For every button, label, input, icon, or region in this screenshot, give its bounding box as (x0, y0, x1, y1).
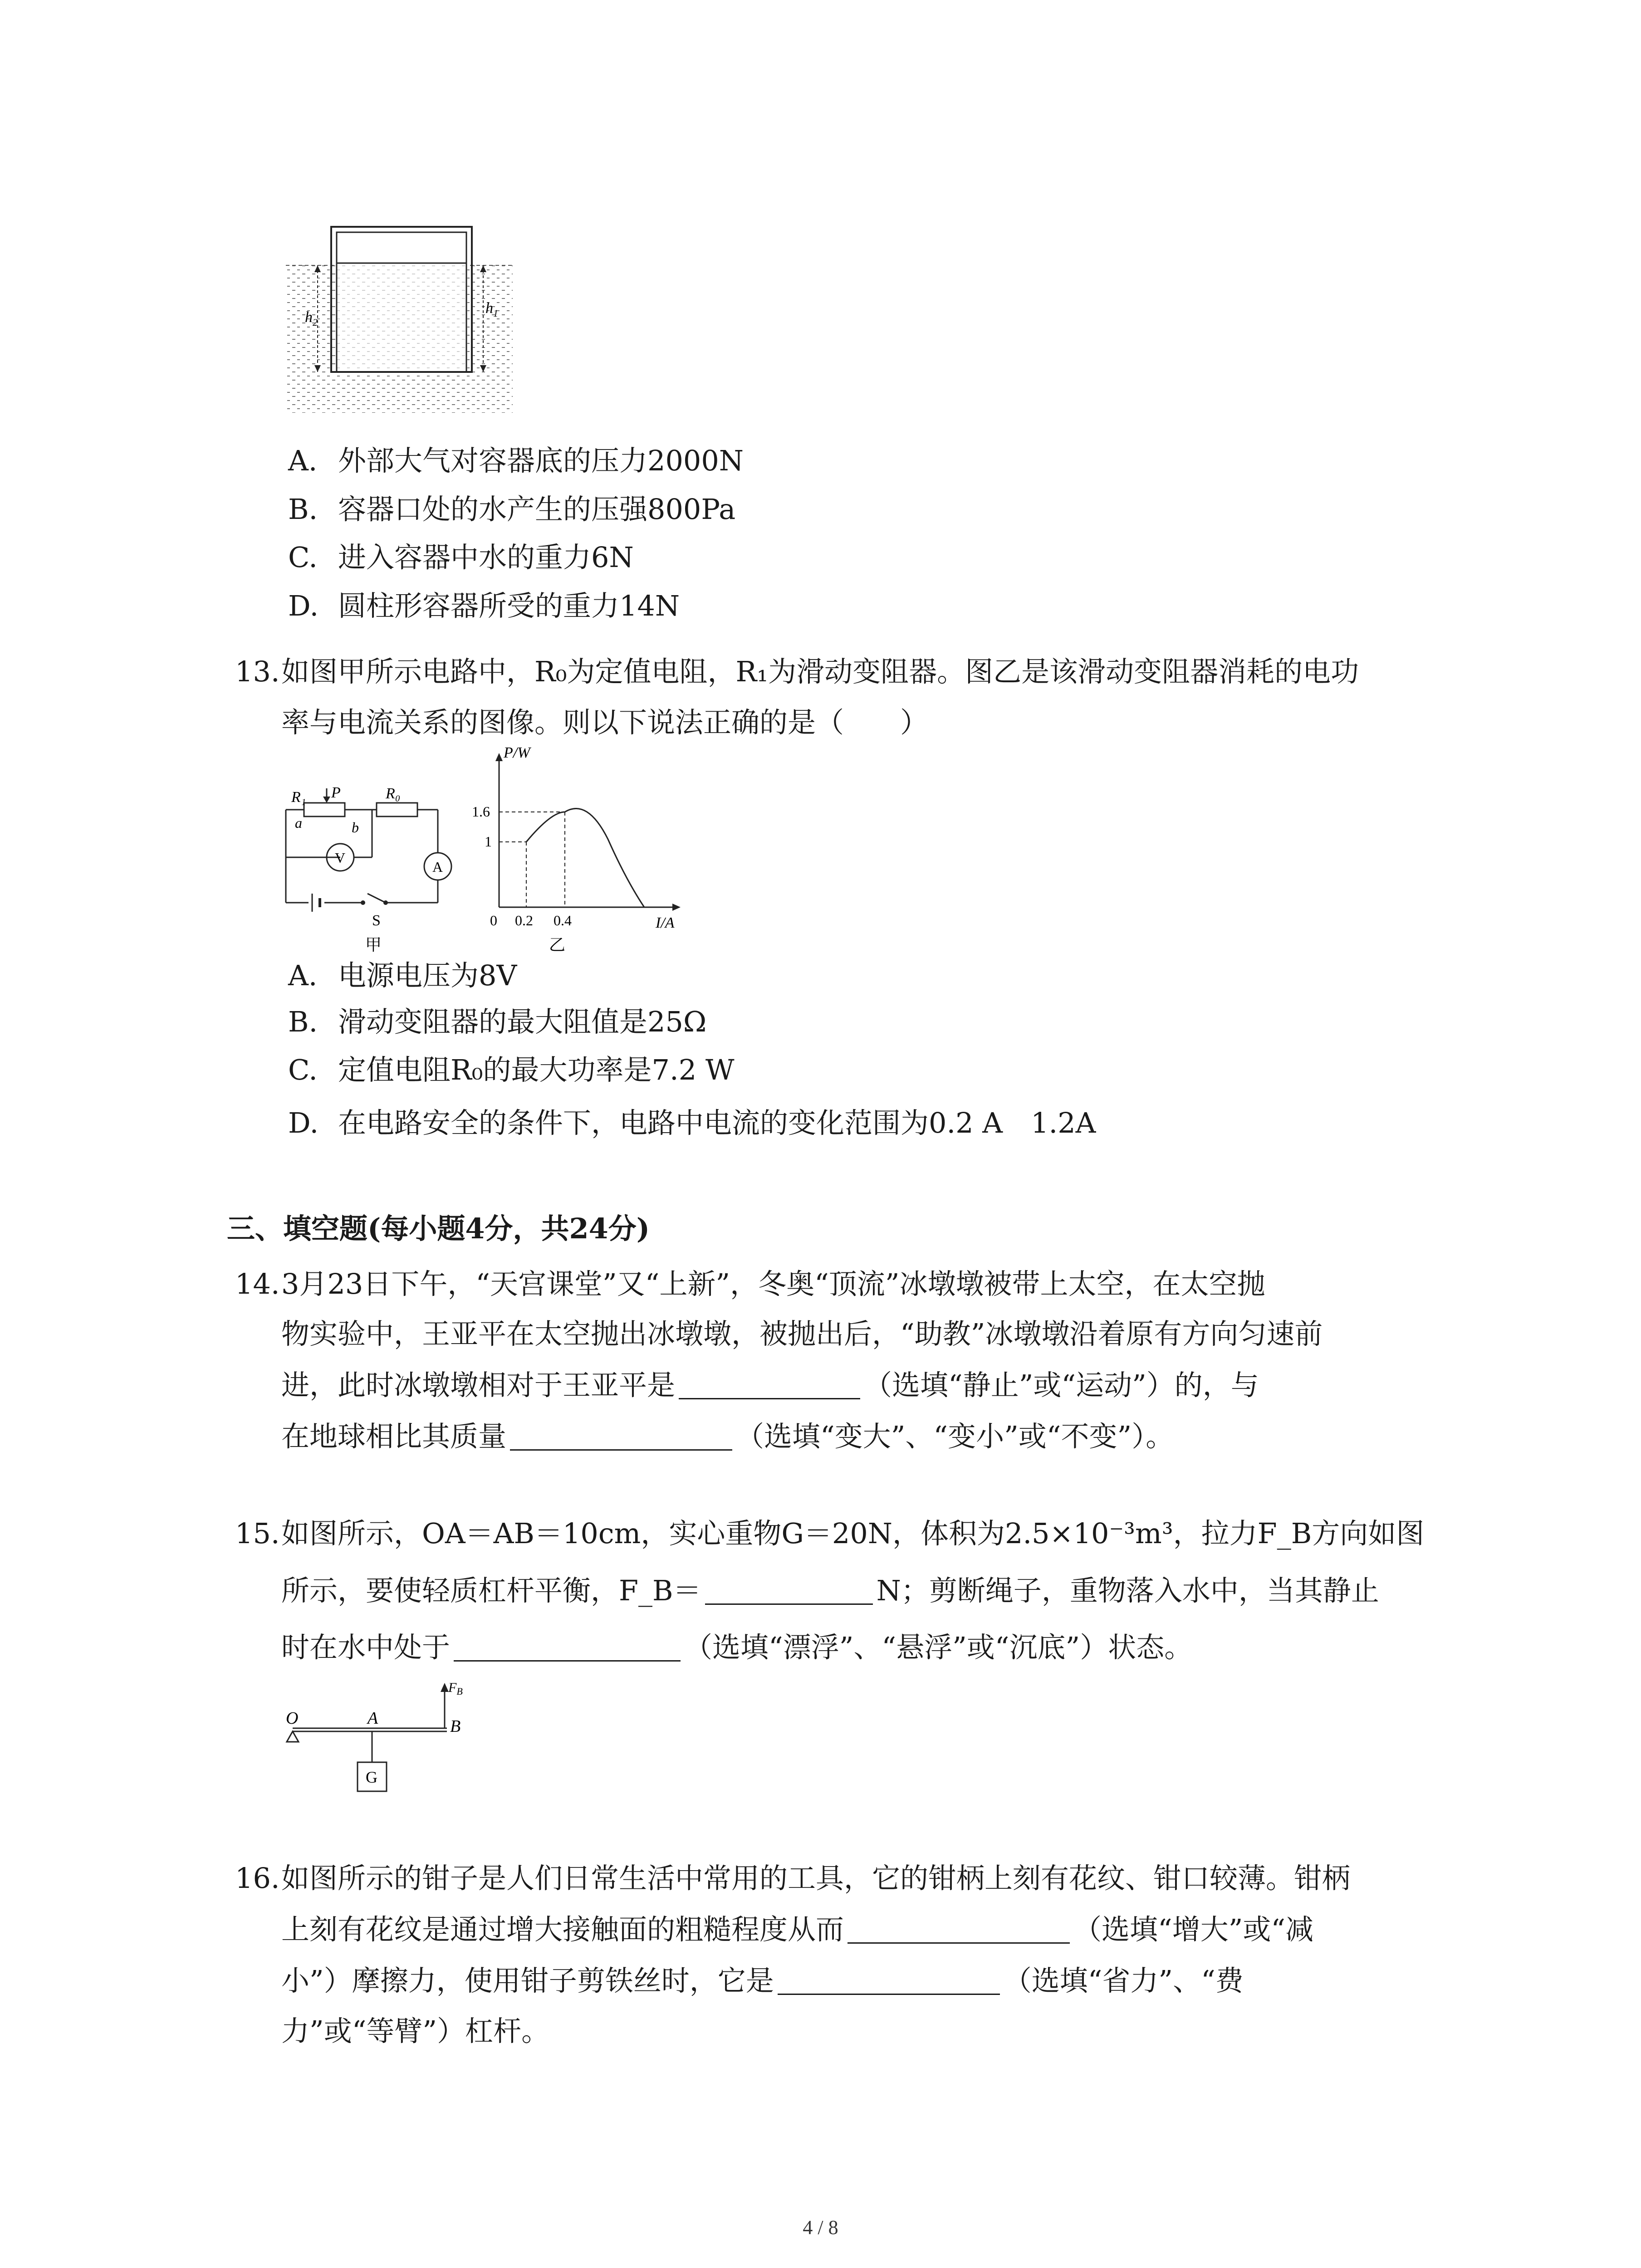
r1-label: R₁ (291, 789, 306, 806)
q13-option-d: D. 在电路安全的条件下，电路中电流的变化范围为0.2 A 1.2A (288, 1106, 1096, 1139)
circuit-diagram (281, 785, 472, 953)
q13-line2: 率与电流关系的图像。则以下说法正确的是（ ） (281, 706, 929, 739)
b-label: b (352, 819, 359, 836)
q14-line3: 进，此时冰墩墩相对于王亚平是 （选填“静止”或“运动”）的，与 (281, 1369, 1259, 1402)
weight-g-label: G (366, 1768, 377, 1786)
voltmeter-label: V (335, 850, 346, 866)
a-label: a (295, 815, 302, 831)
graph-tick-1.6: 1.6 (472, 803, 490, 820)
graph-tick-0.4: 0.4 (554, 912, 572, 929)
h2-label: $h_2$ (305, 309, 318, 328)
graph-tick-0: 0 (490, 912, 497, 929)
q15-blank-1[interactable] (705, 1576, 873, 1605)
h1-label: $h_1$ (485, 300, 498, 319)
q12-option-d: D. 圆柱形容器所受的重力14N (288, 589, 680, 622)
section-title: 三、填空题(每小题4分，共24分) (227, 1212, 650, 1245)
q15-line2: 所示，要使轻质杠杆平衡，F_B＝ N；剪断绳子，重物落入水中，当其静止 (281, 1574, 1379, 1607)
container-figure (281, 222, 517, 417)
lever-o-label: O (286, 1709, 299, 1728)
q16-blank-1[interactable] (847, 1915, 1070, 1944)
ammeter-label: A (432, 859, 443, 875)
r0-label: R₀ (386, 785, 401, 802)
power-current-graph (472, 744, 690, 953)
switch-label: S (372, 912, 381, 929)
q14-blank-2[interactable] (510, 1422, 732, 1451)
q14-blank-1[interactable] (679, 1371, 860, 1399)
circuit-caption: 甲 (365, 936, 382, 953)
lever-a-label: A (367, 1709, 378, 1728)
q12-option-b: B. 容器口处的水产生的压强800Pa (288, 493, 736, 526)
graph-tick-1: 1 (485, 833, 492, 850)
q13-option-c: C. 定值电阻R₀的最大功率是7.2 W (288, 1053, 735, 1086)
q13-option-a: A. 电源电压为8V (288, 959, 517, 992)
q15-blank-2[interactable] (454, 1633, 681, 1662)
q12-option-a: A. 外部大气对容器底的压力2000N (288, 444, 744, 477)
lever-figure (281, 1674, 490, 1796)
q16-line4: 力”或“等臂”）杠杆。 (281, 2014, 550, 2048)
lever-fb-label: $F_B$ (448, 1680, 463, 1697)
lever-b-label: B (450, 1717, 461, 1736)
graph-xlabel: I/A (656, 914, 675, 931)
graph-caption: 乙 (549, 936, 566, 953)
q16-blank-2[interactable] (778, 1966, 1000, 1995)
q13-option-b: B. 滑动变阻器的最大阻值是25Ω (288, 1005, 707, 1038)
q16-line2: 上刻有花纹是通过增大接触面的粗糙程度从而 （选填“增大”或“减 (281, 1913, 1314, 1946)
q12-option-c: C. 进入容器中水的重力6N (288, 541, 634, 574)
p-label: P (331, 785, 341, 801)
q15-line3: 时在水中处于 （选填“漂浮”、“悬浮”或“沉底”）状态。 (281, 1631, 1193, 1664)
page-number: 4 / 8 (803, 2216, 838, 2239)
q16-line3: 小”）摩擦力，使用钳子剪铁丝时，它是 （选填“省力”、“费 (281, 1964, 1244, 1997)
q14-line4: 在地球相比其质量 （选填“变大”、“变小”或“不变”）。 (281, 1420, 1174, 1453)
graph-tick-0.2: 0.2 (515, 912, 533, 929)
graph-ylabel: P/W (504, 744, 530, 761)
q14-line2: 物实验中，王亚平在太空抛出冰墩墩，被抛出后，“助教”冰墩墩沿着原有方向匀速前 (281, 1317, 1323, 1350)
